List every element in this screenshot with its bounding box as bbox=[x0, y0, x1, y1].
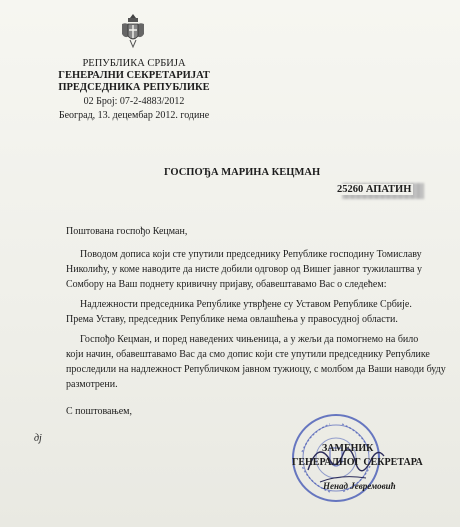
paragraph-3-line: размотрени. bbox=[66, 379, 118, 390]
recipient-city: 25260 АПАТИН bbox=[337, 184, 412, 195]
signature-name: Ненад Јевремовић bbox=[323, 481, 396, 491]
header-reference-number: 02 Број: 07-2-4883/2012 bbox=[83, 96, 185, 107]
header-country: РЕПУБЛИКА СРБИЈА bbox=[82, 58, 186, 69]
paragraph-1-line: Сомбору на Ваш поднету кривичну пријаву, обавештавамо Вас о следећем: bbox=[66, 279, 387, 290]
paragraph-1-line: Поводом дописа који сте упутили председнику Републике господину Томиславу bbox=[80, 249, 422, 260]
paragraph-3-line: Госпођо Кецман, и поред наведених чињеница, а у жељи да помогнемо на било bbox=[80, 334, 419, 345]
coat-of-arms-icon bbox=[120, 12, 146, 50]
paragraph-2-line: Према Уставу, председник Републике нема овлашћења у правосудној области. bbox=[66, 314, 398, 325]
header-president: ПРЕДСЕДНИКА РЕПУБЛИКЕ bbox=[58, 82, 210, 93]
paragraph-3-line: проследили на надлежност Републичком јавном тужиоцу, с молбом да Ваши наводи буду bbox=[66, 364, 446, 375]
signature-title: ЗАМЕНИК bbox=[322, 443, 374, 454]
salutation: Поштована госпођо Кецман, bbox=[66, 226, 188, 237]
signature-title-2: ГЕНЕРАЛНОГ СЕКРЕТАРА bbox=[292, 457, 423, 468]
header-date: Београд, 13. децембар 2012. године bbox=[58, 110, 210, 121]
paragraph-1-line: Николићу, у коме наводите да нисте добили одговор од Вишег јавног тужилаштва у bbox=[66, 264, 422, 275]
paragraph-3-line: који начин, обавештавамо Вас да смо допис који сте упутили председнику Републике bbox=[66, 349, 430, 360]
header-secretariat: ГЕНЕРАЛНИ СЕКРЕТАРИЈАТ bbox=[58, 70, 210, 81]
closing: С поштовањем, bbox=[66, 406, 132, 417]
paragraph-2-line: Надлежности председника Републике утврђене су Уставом Републике Србије. bbox=[80, 299, 412, 310]
recipient-name: ГОСПОЂА МАРИНА КЕЦМАН bbox=[164, 167, 321, 178]
typist-initials: дј bbox=[34, 433, 42, 444]
